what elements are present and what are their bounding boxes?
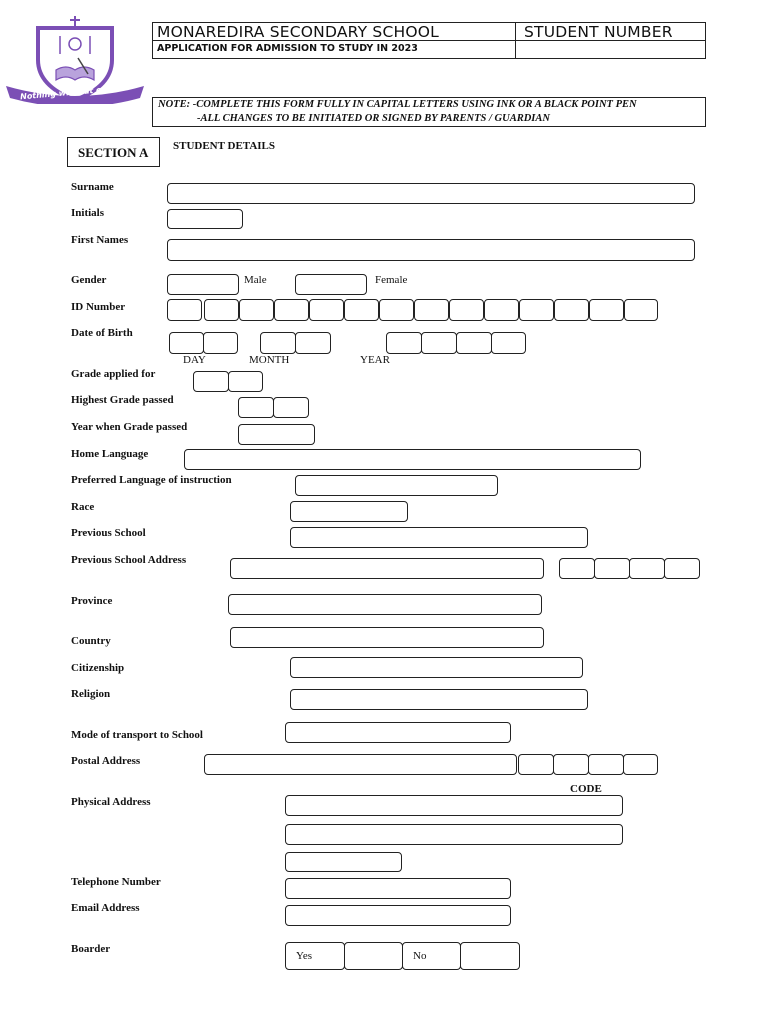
postal-code-digit[interactable] <box>623 754 658 775</box>
school-logo <box>4 14 146 104</box>
surname-label: Surname <box>71 181 114 193</box>
initials-input[interactable] <box>167 209 243 229</box>
year-grade-passed-label: Year when Grade passed <box>71 421 188 433</box>
form-subtitle: APPLICATION FOR ADMISSION TO STUDY IN 2023 <box>157 43 418 54</box>
dob-label: Date of Birth <box>71 327 133 339</box>
id-digit[interactable] <box>344 299 379 321</box>
province-input[interactable] <box>228 594 542 615</box>
previous-school-code-digit[interactable] <box>629 558 665 579</box>
physical-address-label: Physical Address <box>71 796 151 808</box>
id-digit[interactable] <box>414 299 449 321</box>
id-digit[interactable] <box>204 299 239 321</box>
gender-female-box[interactable] <box>295 274 367 295</box>
id-digit[interactable] <box>554 299 589 321</box>
year-caption: YEAR <box>360 354 390 366</box>
telephone-input[interactable] <box>285 878 511 899</box>
no-label: No <box>413 950 427 962</box>
subtitle-cell <box>152 40 516 59</box>
student-number-cell <box>515 22 706 41</box>
male-label: Male <box>244 274 267 286</box>
student-number-label: STUDENT NUMBER <box>524 23 673 41</box>
dob-day-digit[interactable] <box>169 332 204 354</box>
postal-address-label: Postal Address <box>71 755 141 767</box>
postal-code-digit[interactable] <box>588 754 624 775</box>
initials-label: Initials <box>71 207 105 219</box>
preferred-language-label: Preferred Language of instruction <box>71 474 232 486</box>
grade-applied-label: Grade applied for <box>71 368 156 380</box>
gender-male-box[interactable] <box>167 274 239 295</box>
id-digit[interactable] <box>484 299 519 321</box>
dob-year-digit[interactable] <box>491 332 526 354</box>
home-language-input[interactable] <box>184 449 641 470</box>
highest-grade-label: Highest Grade passed <box>71 394 174 406</box>
email-input[interactable] <box>285 905 511 926</box>
id-digit[interactable] <box>624 299 658 321</box>
province-label: Province <box>71 595 113 607</box>
previous-school-input[interactable] <box>290 527 588 548</box>
physical-address-line-3[interactable] <box>285 852 402 872</box>
race-input[interactable] <box>290 501 408 522</box>
id-digit[interactable] <box>519 299 554 321</box>
religion-label: Religion <box>71 688 111 700</box>
id-digit[interactable] <box>379 299 414 321</box>
boarder-no-box[interactable] <box>402 942 461 970</box>
id-digit[interactable] <box>167 299 202 321</box>
note-line-2: -ALL CHANGES TO BE INITIATED OR SIGNED BY PARENTS / GUARDIAN <box>197 113 550 124</box>
previous-school-label: Previous School <box>71 527 146 539</box>
physical-address-line-1[interactable] <box>285 795 623 816</box>
boarder-yes-box[interactable] <box>285 942 345 970</box>
boarder-label: Boarder <box>71 943 111 955</box>
email-label: Email Address <box>71 902 140 914</box>
citizenship-label: Citizenship <box>71 662 125 674</box>
year-grade-passed-input[interactable] <box>238 424 315 445</box>
female-label: Female <box>375 274 408 286</box>
id-digit[interactable] <box>309 299 344 321</box>
note-box <box>152 97 706 127</box>
id-digit[interactable] <box>589 299 624 321</box>
yes-label: Yes <box>296 950 313 962</box>
month-caption: MONTH <box>249 354 290 366</box>
preferred-language-input[interactable] <box>295 475 498 496</box>
surname-input[interactable] <box>167 183 695 204</box>
highest-grade-digit[interactable] <box>238 397 274 418</box>
dob-month-digit[interactable] <box>260 332 296 354</box>
note-line-1: NOTE: -COMPLETE THIS FORM FULLY IN CAPITAL LETTERS USING INK OR A BLACK POINT PEN <box>158 99 637 110</box>
section-title: STUDENT DETAILS <box>173 140 275 152</box>
code-caption: CODE <box>570 783 602 795</box>
id-digit[interactable] <box>449 299 484 321</box>
transport-label: Mode of transport to School <box>71 729 203 741</box>
boarder-no-check[interactable] <box>460 942 520 970</box>
id-digit[interactable] <box>274 299 309 321</box>
citizenship-input[interactable] <box>290 657 583 678</box>
religion-input[interactable] <box>290 689 588 710</box>
boarder-yes-check[interactable] <box>344 942 403 970</box>
dob-year-digit[interactable] <box>421 332 457 354</box>
first-names-input[interactable] <box>167 239 695 261</box>
gender-label: Gender <box>71 274 107 286</box>
section-label: SECTION A <box>78 145 149 160</box>
country-input[interactable] <box>230 627 544 648</box>
school-name: MONAREDIRA SECONDARY SCHOOL <box>157 23 439 41</box>
postal-code-digit[interactable] <box>518 754 554 775</box>
id-digit[interactable] <box>239 299 274 321</box>
race-label: Race <box>71 501 95 513</box>
grade-applied-digit[interactable] <box>228 371 263 392</box>
highest-grade-digit[interactable] <box>273 397 309 418</box>
first-names-label: First Names <box>71 234 129 246</box>
dob-year-digit[interactable] <box>456 332 492 354</box>
previous-school-address-label: Previous School Address <box>71 554 187 566</box>
dob-year-digit[interactable] <box>386 332 422 354</box>
postal-code-digit[interactable] <box>553 754 589 775</box>
previous-school-code-digit[interactable] <box>664 558 700 579</box>
grade-applied-digit[interactable] <box>193 371 229 392</box>
physical-address-line-2[interactable] <box>285 824 623 845</box>
dob-day-digit[interactable] <box>203 332 238 354</box>
student-number-field[interactable] <box>515 40 706 59</box>
country-label: Country <box>71 635 111 647</box>
postal-address-input[interactable] <box>204 754 517 775</box>
school-name-cell <box>152 22 516 41</box>
id-number-label: ID Number <box>71 301 126 313</box>
section-label-box <box>67 137 160 167</box>
transport-input[interactable] <box>285 722 511 743</box>
previous-school-address-input[interactable] <box>230 558 544 579</box>
dob-month-digit[interactable] <box>295 332 331 354</box>
previous-school-code-digit[interactable] <box>594 558 630 579</box>
day-caption: DAY <box>183 354 206 366</box>
home-language-label: Home Language <box>71 448 149 460</box>
logo-motto: Nothing without effort <box>19 83 122 102</box>
previous-school-code-digit[interactable] <box>559 558 595 579</box>
telephone-label: Telephone Number <box>71 876 161 888</box>
